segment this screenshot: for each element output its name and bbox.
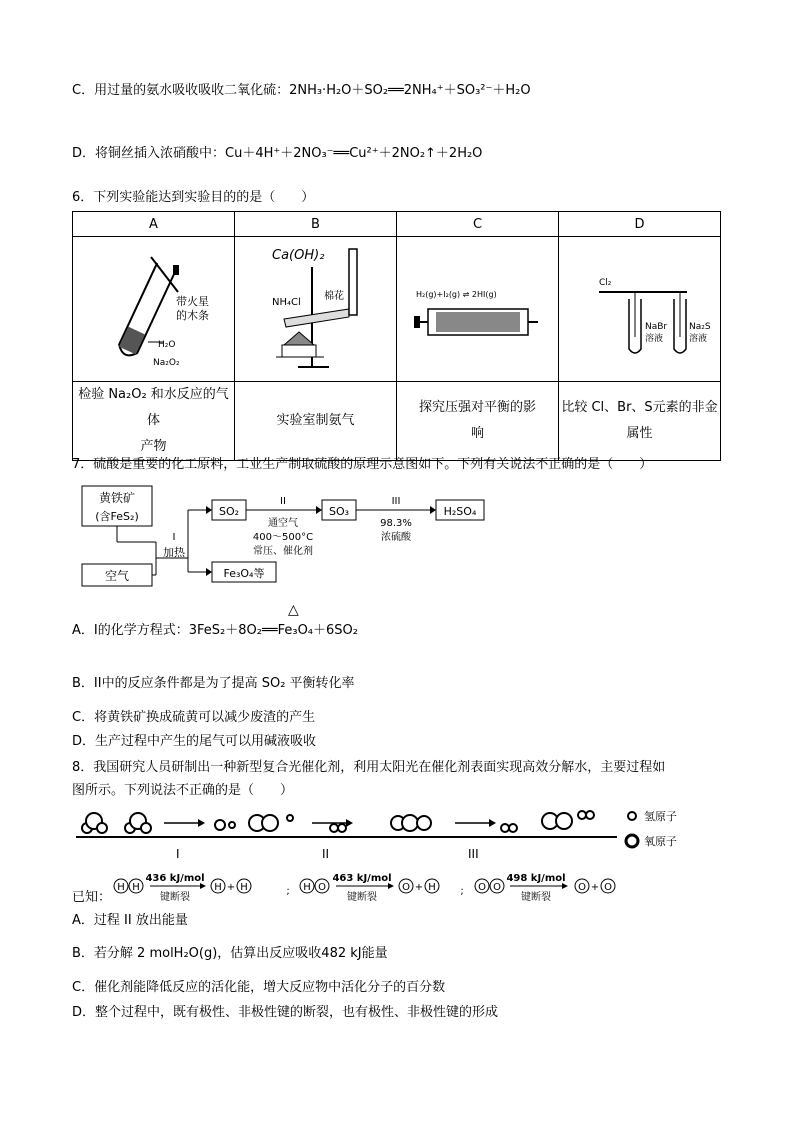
q6-fig-b-scribble: Ca(OH)₂	[271, 248, 324, 263]
q7-option-a-condition: △	[288, 602, 299, 618]
q8-b3-o1: O	[478, 882, 486, 893]
q8-stage-2: II	[322, 847, 330, 861]
q6-caption-a-line2: 产物	[140, 439, 167, 454]
q8-stage-3: III	[468, 847, 479, 861]
q6-fig-a-water: H₂O	[158, 340, 176, 350]
q6-stem: 6．下列实验能达到实验目的的是（ ）	[72, 190, 315, 205]
q7-option-c: C．将黄铁矿换成硫黄可以减少废渣的产生	[72, 710, 316, 725]
q7-flow-diagram	[78, 480, 498, 590]
q8-b3-o2: O	[493, 882, 501, 893]
q8-bond-energies	[112, 870, 642, 908]
q6-table	[72, 211, 721, 461]
q7-flow-step2: II	[280, 496, 286, 507]
q8-b1-h2: H	[132, 882, 140, 893]
q6-header-d: D	[559, 212, 721, 237]
q6-fig-a-label1: 带火星	[176, 295, 209, 308]
q8-bond3-energy: 498 kJ/mol	[506, 873, 566, 884]
q7-flow-step2-c3: 常压、催化剂	[253, 546, 313, 557]
q5-option-c-label: C．用过量的氨水吸收吸收二氧化硫：	[72, 83, 290, 98]
q8-b3-o3: O	[578, 882, 586, 893]
q6-caption-c	[397, 382, 559, 461]
q8-bond2-energy: 463 kJ/mol	[332, 873, 392, 884]
q8-bond3-break: 键断裂	[521, 892, 551, 903]
q6-caption-a	[73, 382, 235, 461]
q8-b2-plus: +	[414, 882, 424, 893]
q6-header-a: A	[73, 212, 235, 237]
q7-flow-step1: I	[172, 532, 176, 543]
q7-flow-ore1: 黄铁矿	[98, 491, 136, 505]
q7-flow-step3-c1: 98.3%	[380, 518, 412, 529]
q6-figure-d	[559, 237, 743, 377]
q7-flow-so3: SO₃	[328, 505, 350, 518]
svg-text:;: ;	[460, 886, 464, 897]
q6-fig-d-sol2: 溶液	[689, 334, 708, 344]
q6-fig-d-cl2: Cl₂	[599, 278, 612, 288]
q8-b1-h1: H	[117, 882, 125, 893]
q6-fig-a-na2o2: Na₂O₂	[153, 358, 180, 368]
q7-flow-step3: III	[391, 496, 401, 507]
q6-figure-d-cell	[559, 237, 721, 382]
q7-flow-fe3o4: Fe₃O₄等	[223, 567, 265, 580]
q8-option-a: A．过程 II 放出能量	[72, 913, 188, 928]
q8-stem-line1: 8．我国研究人员研制出一种新型复合光催化剂，利用太阳光在催化剂表面实现高效分解水，主要过程如	[72, 760, 666, 775]
svg-text:;: ;	[286, 886, 290, 897]
q7-flow-so2: SO₂	[218, 505, 240, 518]
q6-fig-d-sol1: 溶液	[645, 334, 664, 344]
q6-figure-c	[406, 237, 550, 377]
q6-fig-b-cotton: 棉花	[323, 291, 344, 302]
q8-option-b: B．若分解 2 molH₂O(g)，估算出反应吸收482 kJ能量	[72, 946, 388, 961]
q8-b3-plus: +	[590, 882, 600, 893]
q6-figure-b	[254, 237, 378, 377]
q8-option-d: D．整个过程中，既有极性、非极性键的断裂，也有极性、非极性键的形成	[72, 1005, 499, 1020]
q8-bond2-break: 键断裂	[347, 892, 377, 903]
q6-caption-c-line1: 探究压强对平衡的影	[418, 400, 536, 415]
q5-option-c-equation: 2NH₃·H₂O＋SO₂══2NH₄⁺＋SO₃²⁻＋H₂O	[289, 83, 531, 98]
q6-fig-a-label2: 的木条	[176, 309, 209, 322]
q5-option-c	[72, 82, 531, 100]
q6-figure-a-cell	[73, 237, 235, 382]
q8-known-label: 已知：	[72, 890, 112, 905]
q8-b2-o1: O	[318, 882, 326, 893]
q7-option-a-equation: 3FeS₂＋8O₂══Fe₃O₄＋6SO₂	[188, 623, 358, 638]
q7-option-d: D．生产过程中产生的尾气可以用碱液吸收	[72, 734, 317, 749]
q7-flow-step3-c2: 浓硫酸	[381, 532, 411, 543]
q7-flow-h2so4: H₂SO₄	[443, 505, 477, 518]
q8-b2-o2: O	[402, 882, 410, 893]
q6-figure-c-cell	[397, 237, 559, 382]
q7-flow-ore2: (含FeS₂)	[95, 510, 139, 523]
q7-option-a	[72, 622, 358, 640]
q8-legend-hydrogen: 氢原子	[644, 810, 677, 823]
q5-option-d	[72, 145, 482, 163]
q6-fig-c-equation: H₂(g)+I₂(g) ⇌ 2HI(g)	[415, 290, 497, 299]
q8-bond1-energy: 436 kJ/mol	[145, 873, 205, 884]
q7-stem: 7．硫酸是重要的化工原料，工业生产制取硫酸的原理示意图如下。下列有关说法不正确的是（ ）	[72, 457, 653, 472]
q8-b3-o4: O	[604, 882, 612, 893]
q8-option-c: C．催化剂能降低反应的活化能，增大反应物中活化分子的百分数	[72, 980, 446, 995]
q5-option-d-label: D．将铜丝插入浓硝酸中：	[72, 146, 226, 161]
q7-option-a-label: A．I的化学方程式：	[72, 623, 189, 638]
q5-option-d-equation: Cu＋4H⁺＋2NO₃⁻══Cu²⁺＋2NO₂↑＋2H₂O	[225, 146, 483, 161]
q7-flow-air: 空气	[104, 569, 130, 583]
q6-figure-b-cell	[235, 237, 397, 382]
q6-caption-d-line1: 比较 Cl、Br、S元素的非金	[561, 400, 718, 415]
q7-flow-step2-c1: 通空气	[268, 518, 298, 529]
q6-fig-b-nh4cl: NH₄Cl	[271, 297, 301, 308]
q6-fig-d-nabr: NaBr	[645, 322, 668, 332]
q6-fig-d-na2s: Na₂S	[689, 322, 711, 332]
q7-option-b: B．II中的反应条件都是为了提高 SO₂ 平衡转化率	[72, 676, 355, 691]
q7-flow-step1-cond: 加热	[163, 546, 185, 559]
q6-caption-c-line2: 响	[470, 426, 484, 441]
q6-caption-b-line1: 实验室制氨气	[276, 413, 355, 428]
q6-caption-b	[235, 382, 397, 461]
q6-header-c: C	[397, 212, 559, 237]
q8-b1-h3: H	[214, 882, 222, 893]
q8-b2-h2: H	[428, 882, 436, 893]
q8-bond1-break: 键断裂	[160, 892, 190, 903]
q7-flow-step2-c2: 400～500°C	[252, 532, 314, 543]
q8-b1-h4: H	[240, 882, 248, 893]
q6-figure-a	[73, 237, 253, 377]
q8-b2-h1: H	[303, 882, 311, 893]
q6-header-b: B	[235, 212, 397, 237]
q6-caption-d	[559, 382, 721, 461]
q8-process-diagram	[72, 803, 692, 865]
q8-b1-plus: +	[226, 882, 236, 893]
q8-legend-oxygen: 氧原子	[644, 835, 677, 848]
q8-stem-line2: 图所示。下列说法不正确的是（ ）	[72, 783, 294, 798]
q8-stage-1: I	[176, 847, 180, 861]
q6-caption-d-line2: 属性	[626, 426, 653, 441]
q6-caption-a-line1: 检验 Na₂O₂ 和水反应的气体	[78, 387, 229, 428]
